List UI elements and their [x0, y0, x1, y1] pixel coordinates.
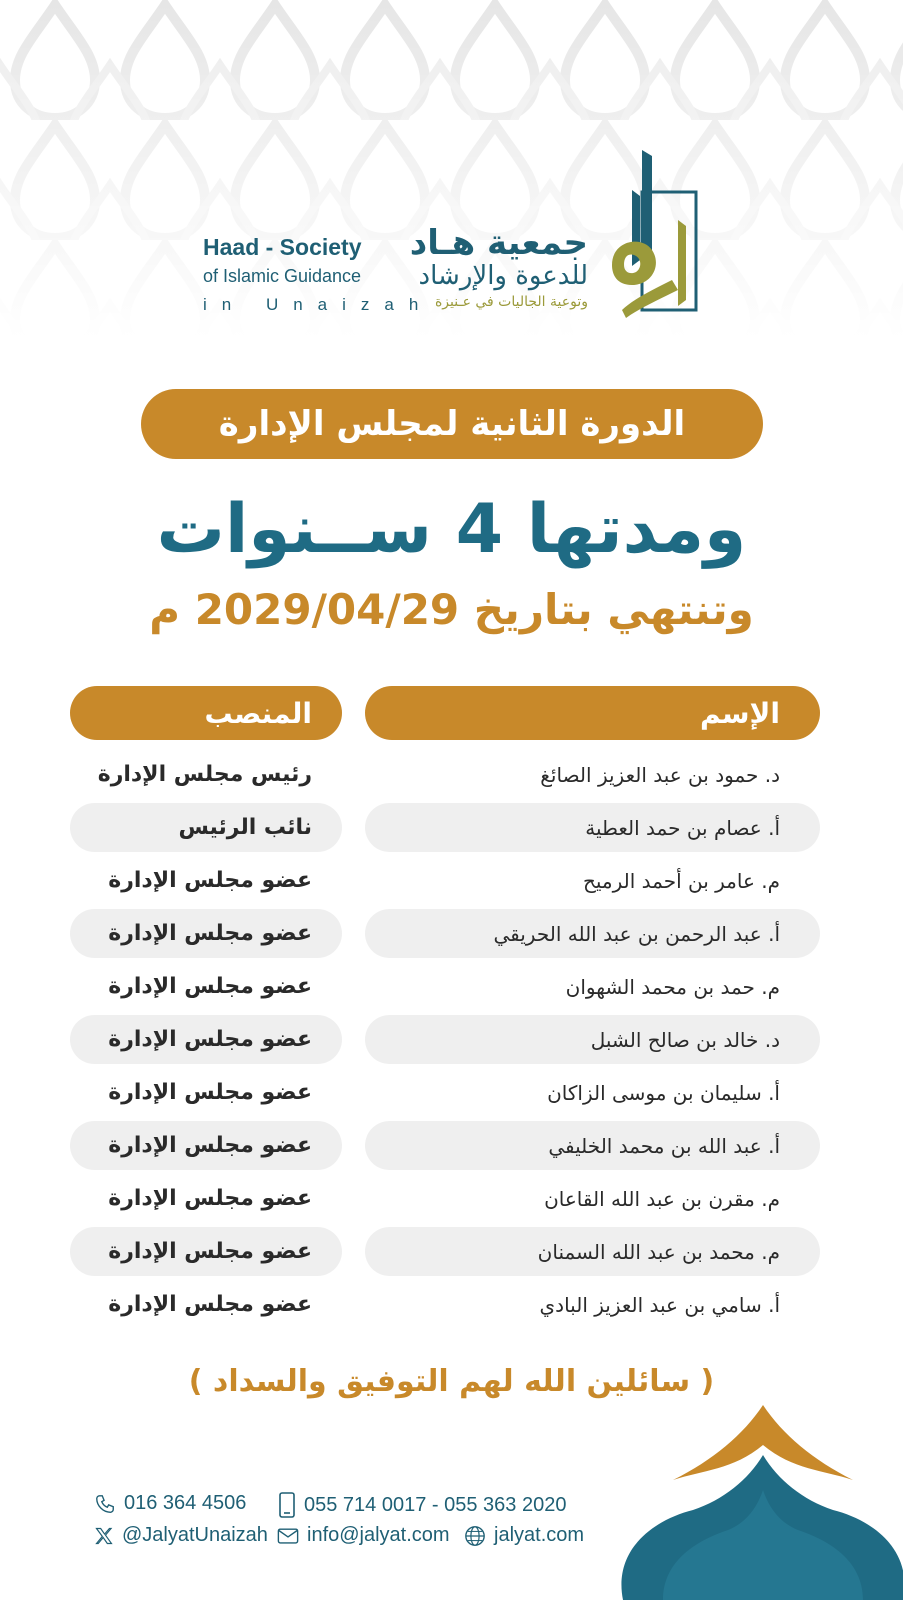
mail-icon [277, 1527, 299, 1545]
haad-logo-icon [612, 150, 700, 320]
logo-ar-name: جمعية هـاد [409, 223, 588, 263]
email-contact [277, 1524, 450, 1547]
mobile-phone-icon [278, 1492, 296, 1518]
x-twitter-icon [94, 1526, 114, 1546]
member-position: عضو مجلس الإدارة [70, 1227, 342, 1276]
table-row [70, 1013, 820, 1066]
twitter-contact [94, 1524, 268, 1547]
table-row [70, 907, 820, 960]
member-name: أ. عصام بن حمد العطية [365, 803, 820, 852]
twitter-handle[interactable]: @JalyatUnaizah [122, 1524, 268, 1546]
member-name: أ. عبد الرحمن بن عبد الله الحريقي [365, 909, 820, 958]
table-body [70, 748, 820, 1331]
table-row [70, 748, 820, 801]
position-column-header: المنصب [70, 686, 342, 740]
logo-arabic-text [410, 225, 588, 313]
member-position: عضو مجلس الإدارة [70, 909, 342, 958]
member-name: أ. عبد الله بن محمد الخليفي [365, 1121, 820, 1170]
table-row [70, 801, 820, 854]
logo-ar-subtitle: للدعوة والإرشاد [418, 261, 588, 291]
member-position: عضو مجلس الإدارة [70, 1121, 342, 1170]
phone-icon [94, 1493, 116, 1515]
logo-en-location: in Unaizah [203, 295, 434, 314]
closing-prayer: ( سائلين الله لهم التوفيق والسداد ) [188, 1364, 715, 1399]
member-name: د. حمود بن عبد العزيز الصائغ [540, 762, 780, 787]
globe-icon [464, 1525, 486, 1547]
member-position: عضو مجلس الإدارة [108, 974, 312, 999]
duration-text: ومدتها 4 ســنوات [156, 490, 747, 569]
mobile-contact [278, 1492, 566, 1518]
table-row [70, 1278, 820, 1331]
table-row [70, 960, 820, 1013]
member-position: عضو مجلس الإدارة [108, 1186, 312, 1211]
member-name: أ. سليمان بن موسى الزاكان [547, 1080, 780, 1105]
name-column-header: الإسم [365, 686, 820, 740]
website-url[interactable]: jalyat.com [494, 1524, 585, 1546]
mobile-numbers[interactable]: 055 714 0017 - 055 363 2020 [304, 1493, 567, 1516]
board-members-table [70, 686, 820, 1331]
member-name: م. محمد بن عبد الله السمنان [365, 1227, 820, 1276]
member-name: د. خالد بن صالح الشبل [365, 1015, 820, 1064]
landline-number[interactable]: 016 364 4506 [124, 1492, 247, 1514]
member-position: عضو مجلس الإدارة [108, 868, 312, 893]
dome-decoration [603, 1400, 903, 1600]
member-position: عضو مجلس الإدارة [108, 1292, 312, 1317]
member-position: رئيس مجلس الإدارة [97, 762, 312, 787]
member-position: عضو مجلس الإدارة [108, 1080, 312, 1105]
table-row [70, 1066, 820, 1119]
table-row [70, 1172, 820, 1225]
member-position: نائب الرئيس [70, 803, 342, 852]
logo-ar-tagline: وتوعية الجاليات في عـنيزة [434, 294, 588, 310]
logo-en-name: Haad - Society [203, 234, 362, 260]
end-date-text: وتنتهي بتاريخ 2029/04/29 م [149, 585, 754, 634]
logo-en-subtitle: of Islamic Guidance [203, 266, 362, 286]
member-position: عضو مجلس الإدارة [70, 1015, 342, 1064]
email-address[interactable]: info@jalyat.com [307, 1524, 450, 1546]
member-name: م. عامر بن أحمد الرميح [582, 868, 780, 893]
board-session-title: الدورة الثانية لمجلس الإدارة [141, 389, 763, 459]
logo-english-text [203, 232, 433, 320]
website-contact [464, 1524, 584, 1547]
landline-contact [94, 1492, 246, 1515]
member-name: م. حمد بن محمد الشهوان [565, 974, 780, 999]
table-row [70, 854, 820, 907]
member-name: أ. سامي بن عبد العزيز البادي [539, 1292, 780, 1317]
member-name: م. مقرن بن عبد الله القاعان [544, 1186, 780, 1211]
table-row [70, 1119, 820, 1172]
table-row [70, 1225, 820, 1278]
table-header [70, 686, 820, 740]
